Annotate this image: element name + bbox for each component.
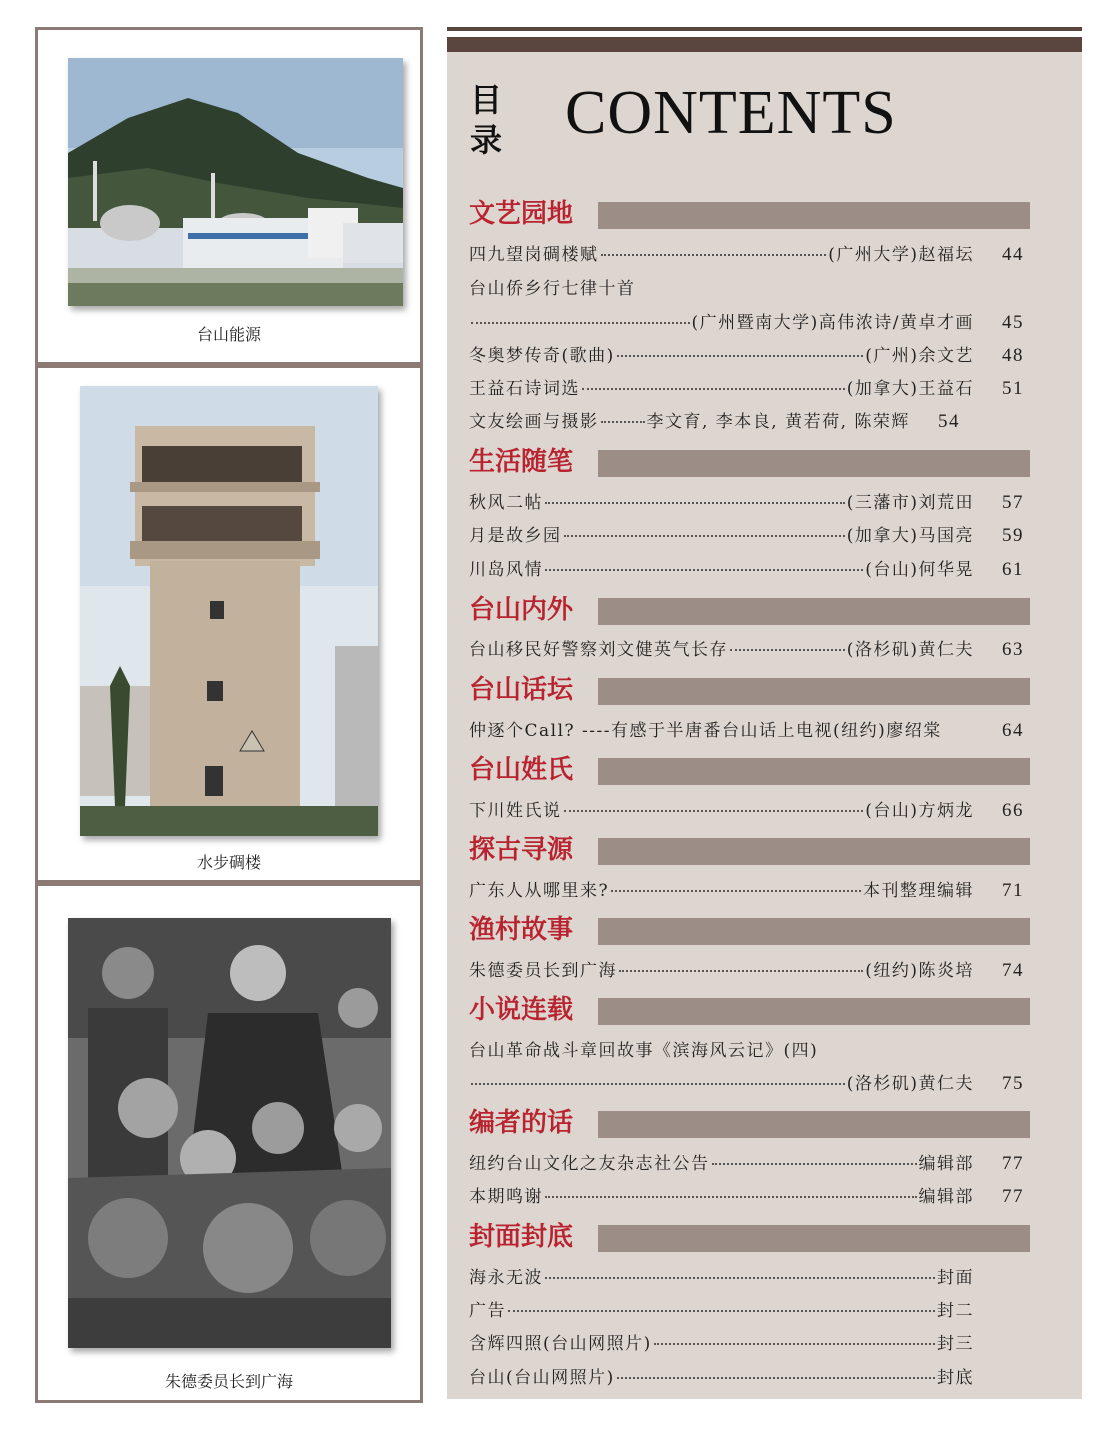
entry-title: 广东人从哪里来?: [469, 881, 610, 901]
section-title: 小说连载: [469, 995, 574, 1025]
section-bar: [598, 202, 1030, 229]
section-title: 台山内外: [469, 595, 574, 625]
contents-title: CONTENTS: [565, 79, 897, 147]
toc-entry[interactable]: [469, 1329, 1024, 1357]
leader-dots: [638, 273, 1023, 290]
entry-title: 含辉四照(台山网照片): [469, 1334, 652, 1354]
section-bar: [598, 758, 1030, 785]
toc-entry[interactable]: [469, 1363, 1024, 1391]
toc-entry[interactable]: [469, 274, 1024, 302]
entry-page: 61: [1002, 559, 1024, 580]
entry-title: 秋风二帖: [469, 493, 543, 513]
photo-zhude-visit: [68, 918, 391, 1348]
entry-title: 仲逐个Call? ----有感于半唐番台山话上电视(纽约)廖绍棠: [469, 721, 942, 741]
leader-dots: [471, 1066, 845, 1085]
leader-dots: [471, 305, 690, 324]
entry-author: (加拿大)王益石: [846, 379, 974, 399]
entry-page: 54: [937, 411, 960, 432]
photo-panel-energy: [35, 27, 423, 365]
section-bar: [598, 678, 1030, 705]
entry-page: 48: [1002, 345, 1024, 366]
entry-author: (台山)何华晃: [865, 560, 974, 580]
toc-entry[interactable]: [469, 407, 1024, 435]
header-band: [447, 37, 1082, 52]
entry-author: 本刊整理编辑: [863, 881, 974, 901]
section-title: 台山姓氏: [469, 755, 574, 785]
toc-entry[interactable]: [469, 374, 1024, 402]
photo-caption: 水步碉楼: [196, 853, 261, 872]
entry-title: 纽约台山文化之友杂志社公告: [469, 1154, 710, 1174]
mulu-char-2: 录: [470, 121, 503, 159]
section-title: 文艺园地: [469, 199, 574, 229]
entry-author: (洛杉矶)黄仁夫: [846, 1074, 974, 1094]
toc-entry[interactable]: [469, 521, 1024, 549]
entry-author: 封三: [937, 1334, 974, 1354]
entry-page: 63: [1002, 639, 1024, 660]
entry-author: 封底: [937, 1368, 974, 1388]
leader-dots: [508, 1293, 935, 1312]
entry-page: 57: [1002, 492, 1024, 513]
entry-title: 台山革命战斗章回故事《滨海风云记》(四): [469, 1041, 819, 1061]
entry-page: 64: [1002, 720, 1024, 741]
entry-page: 74: [1002, 960, 1024, 981]
entry-title: 四九望岗碉楼赋: [469, 245, 599, 265]
entry-page: 44: [1002, 244, 1024, 265]
entry-author: 李文育, 李本良, 黄若荷, 陈荣辉: [646, 412, 910, 432]
mulu-char-1: 目: [470, 81, 503, 119]
entry-author: (广州暨南大学)高伟浓诗/黄卓才画: [691, 313, 974, 333]
entry-author: (洛杉矶)黄仁夫: [846, 640, 974, 660]
section-bar: [598, 998, 1030, 1025]
entry-title: 下川姓氏说: [469, 801, 562, 821]
entry-title: 文友绘画与摄影: [469, 412, 599, 432]
entry-author: (广州)余文艺: [865, 346, 974, 366]
entry-author: 封面: [937, 1268, 974, 1288]
leader-dots: [545, 552, 863, 571]
entry-title: 月是故乡园: [469, 526, 562, 546]
entry-title: 广告: [469, 1301, 506, 1321]
leader-dots: [944, 715, 972, 732]
toc-entry[interactable]: [469, 956, 1024, 984]
section-bar: [598, 838, 1030, 865]
entry-page: 59: [1002, 525, 1024, 546]
entry-author: (加拿大)马国亮: [846, 526, 974, 546]
photo-caption: 台山能源: [196, 325, 261, 344]
toc-entry[interactable]: [469, 1296, 1024, 1324]
toc-entry[interactable]: [469, 1182, 1024, 1210]
toc-entry[interactable]: [469, 876, 1024, 904]
entry-title: 王益石诗词选: [469, 379, 580, 399]
leader-dots: [545, 485, 845, 504]
photo-panel-tower: [35, 365, 423, 883]
section-bar: [598, 598, 1030, 625]
toc-entry[interactable]: [469, 488, 1024, 516]
toc-entry[interactable]: [469, 716, 1024, 744]
entry-title: 海永无波: [469, 1268, 543, 1288]
entry-author: 封二: [937, 1301, 974, 1321]
section-title: 台山话坛: [469, 675, 574, 705]
entry-title: 台山移民好警察刘文健英气长存: [469, 640, 728, 660]
leader-dots: [545, 1260, 935, 1279]
photo-nuclear-plant: [68, 58, 403, 306]
leader-dots: [617, 1360, 935, 1379]
entry-title: 川岛风情: [469, 560, 543, 580]
leader-dots: [564, 518, 845, 537]
entry-page: 71: [1002, 880, 1024, 901]
entry-author: 编辑部: [918, 1187, 974, 1207]
toc-entry[interactable]: [469, 635, 1024, 663]
section-bar: [598, 450, 1030, 477]
section-bar: [598, 1225, 1030, 1252]
toc-entry[interactable]: [469, 308, 1024, 336]
entry-title: 朱德委员长到广海: [469, 961, 617, 981]
leader-dots: [601, 237, 827, 256]
leader-dots: [582, 371, 845, 390]
entry-page: 45: [1002, 312, 1024, 333]
section-bar: [598, 1111, 1030, 1138]
photo-watchtower: [80, 386, 378, 836]
leader-dots: [712, 1146, 917, 1165]
photo-panel-zhude: [35, 883, 423, 1403]
section-title: 生活随笔: [469, 447, 574, 477]
toc-entry[interactable]: [469, 1149, 1024, 1177]
entry-author: (台山)方炳龙: [865, 801, 974, 821]
photo-caption: 朱德委员长到广海: [164, 1372, 293, 1391]
entry-page: 75: [1002, 1073, 1024, 1094]
entry-title: 台山侨乡行七律十首: [469, 279, 636, 299]
toc-entry[interactable]: [469, 240, 1024, 268]
leader-dots: [564, 793, 864, 812]
entry-author: (纽约)陈炎培: [865, 961, 974, 981]
section-title: 探古寻源: [469, 835, 574, 865]
entry-page: 77: [1002, 1153, 1024, 1174]
section-title: 编者的话: [469, 1108, 574, 1138]
entry-title: 冬奥梦传奇(歌曲): [469, 346, 615, 366]
leader-dots: [654, 1326, 935, 1345]
toc-entry[interactable]: [469, 1069, 1024, 1097]
entry-page: 77: [1002, 1186, 1024, 1207]
section-title: 封面封底: [469, 1222, 574, 1252]
entry-author: 编辑部: [918, 1154, 974, 1174]
leader-dots: [617, 338, 863, 357]
section-bar: [598, 918, 1030, 945]
leader-dots: [601, 404, 645, 423]
entry-page: 51: [1002, 378, 1024, 399]
toc-entry[interactable]: [469, 341, 1024, 369]
toc-entry[interactable]: [469, 1036, 1024, 1064]
leader-dots: [545, 1179, 917, 1198]
entry-author: (广州大学)赵福坛: [828, 245, 974, 265]
leader-dots: [730, 632, 845, 651]
header-rule: [447, 27, 1082, 31]
entry-page: 66: [1002, 800, 1024, 821]
entry-title: 台山(台山网照片): [469, 1368, 615, 1388]
section-title: 渔村故事: [469, 915, 574, 945]
leader-dots: [820, 1035, 1022, 1052]
toc-entry[interactable]: [469, 555, 1024, 583]
leader-dots: [611, 873, 861, 892]
toc-entry[interactable]: [469, 1263, 1024, 1291]
toc-entry[interactable]: [469, 796, 1024, 824]
leader-dots: [619, 953, 863, 972]
entry-title: 本期鸣谢: [469, 1187, 543, 1207]
entry-author: (三藩市)刘荒田: [846, 493, 974, 513]
